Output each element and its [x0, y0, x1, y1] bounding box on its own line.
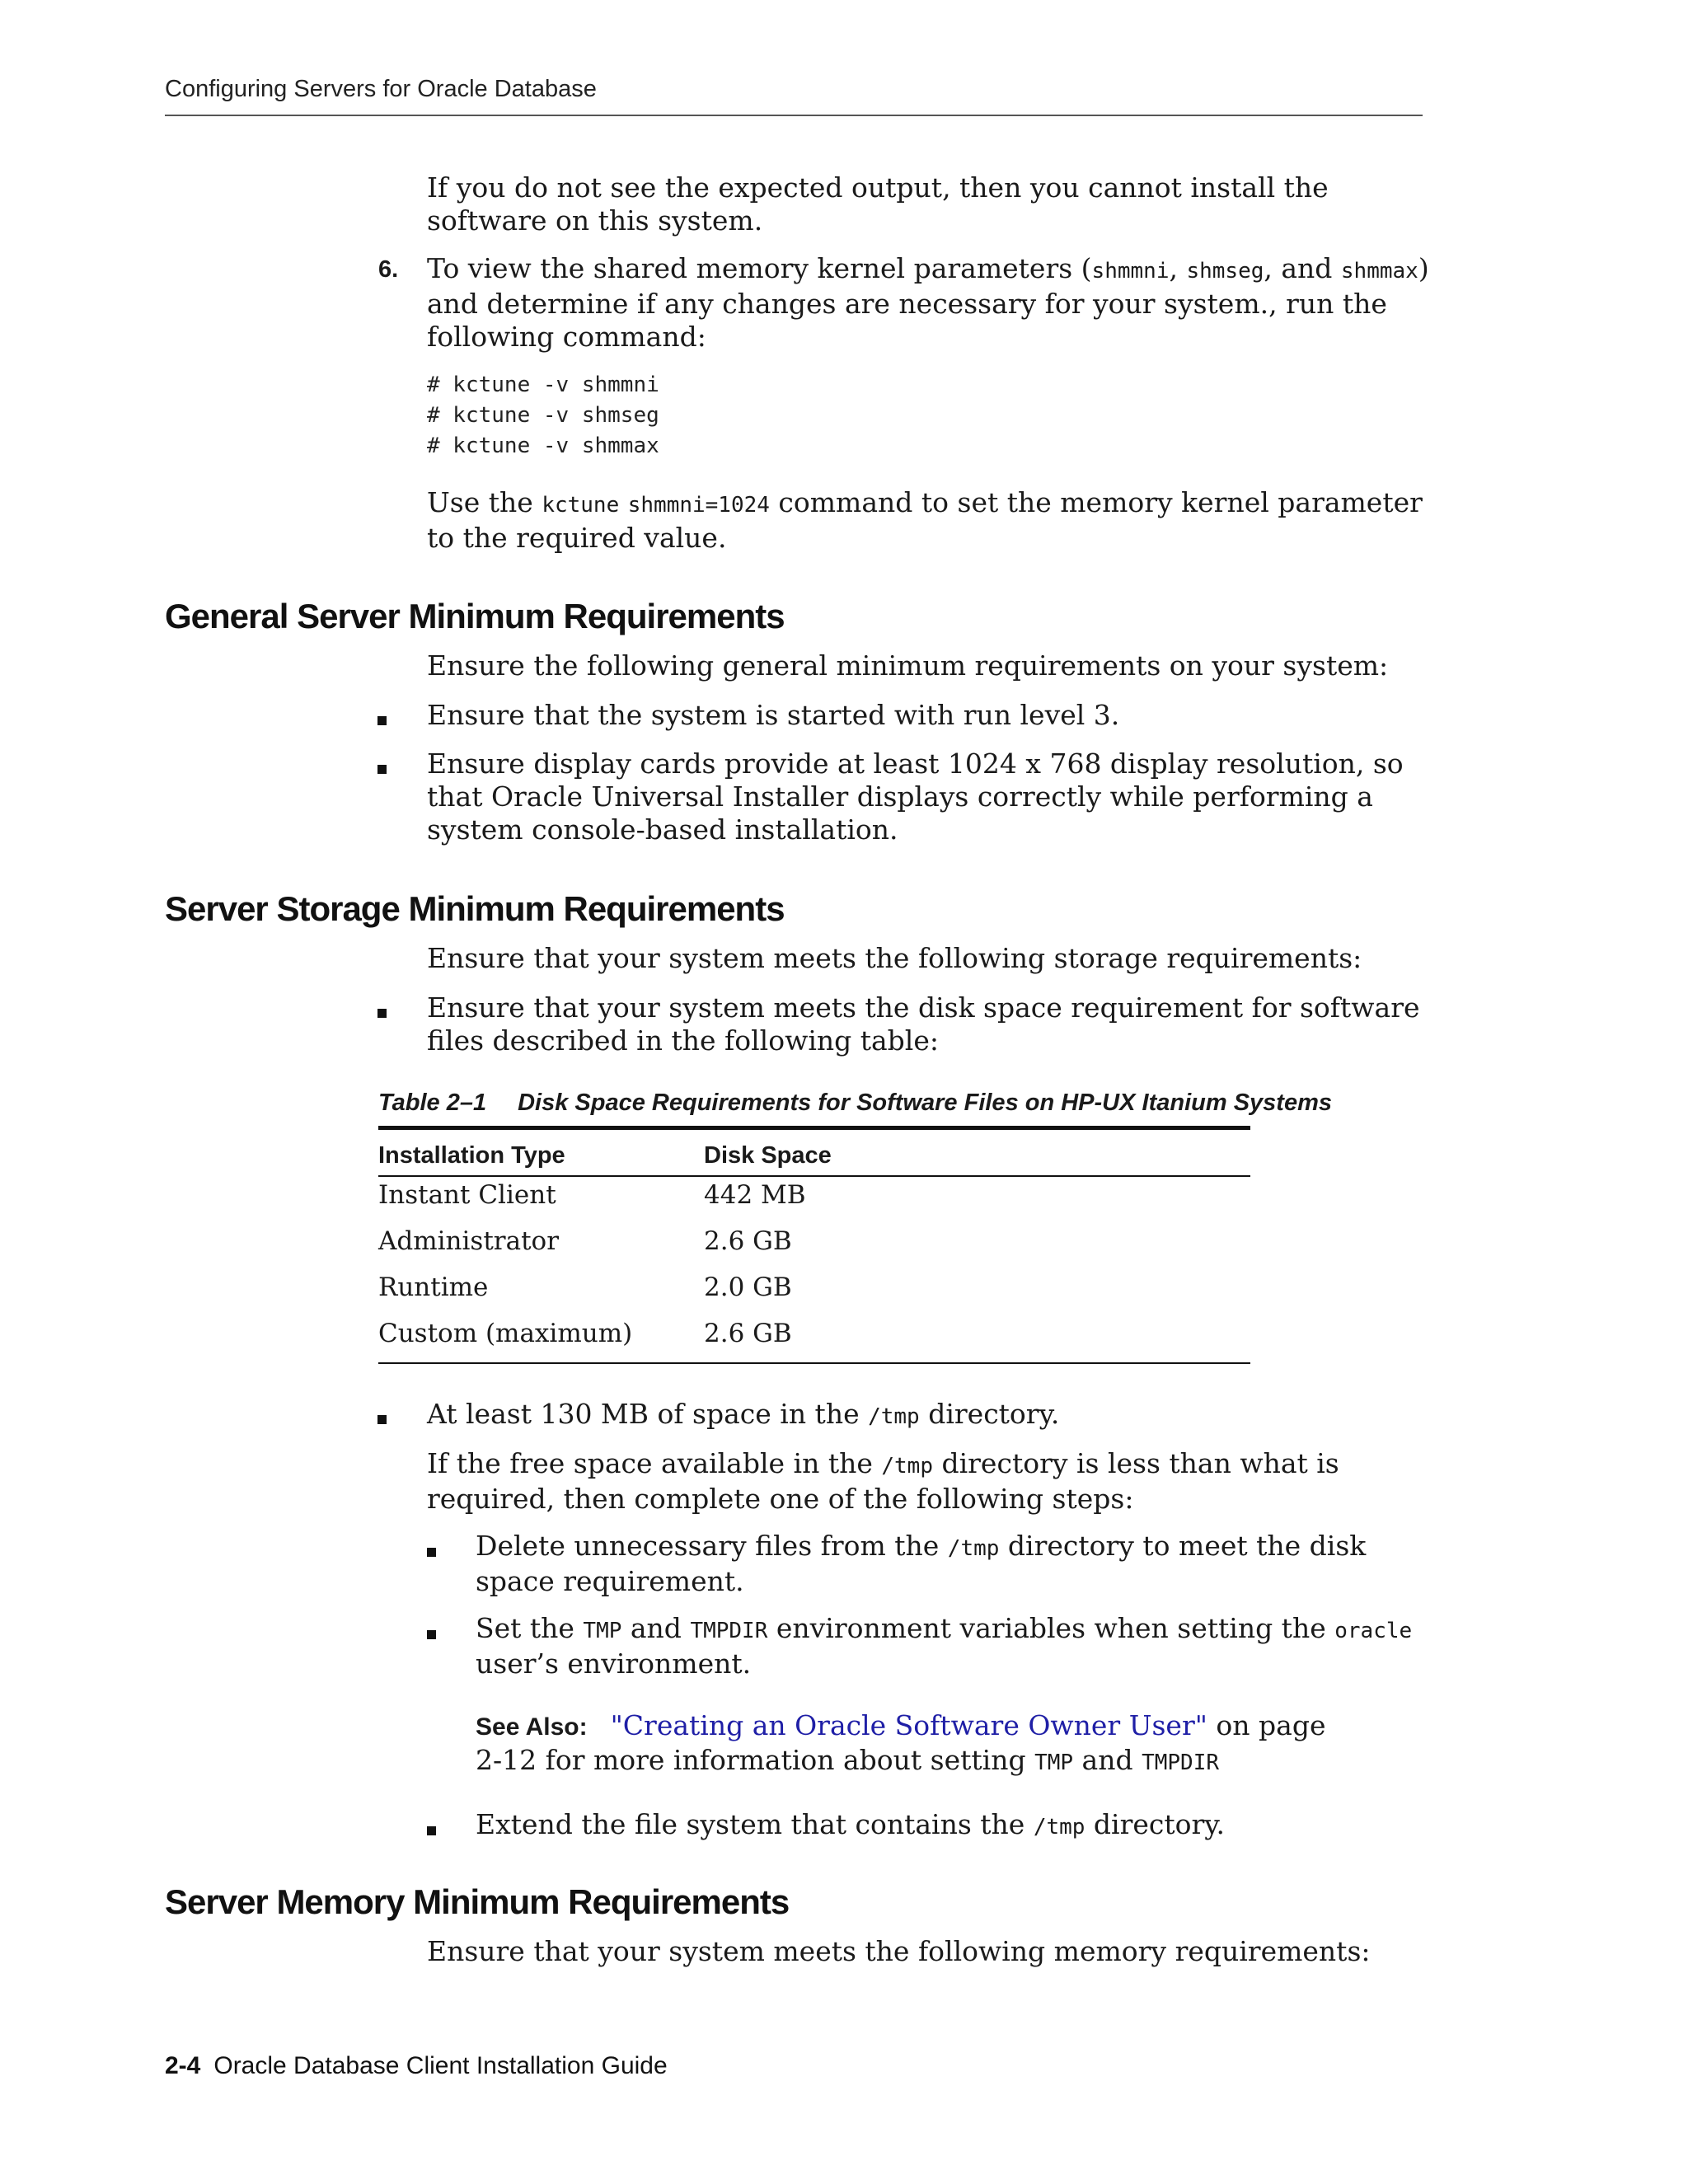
- table-header-installation-type: Installation Type: [378, 1142, 565, 1169]
- table-cell-space: 2.6 GB: [704, 1319, 792, 1348]
- storage-bullet-disk-space: Ensure that your system meets the disk space requirement for software files described in the following table:: [427, 991, 1420, 1057]
- book-title: Oracle Database Client Installation Guide: [213, 2052, 668, 2079]
- page-number: 2-4: [165, 2052, 201, 2079]
- code-line: # kctune -v shmseg: [427, 403, 659, 428]
- general-requirements-heading: General Server Minimum Requirements: [165, 597, 785, 635]
- bullet-icon: [427, 1630, 436, 1639]
- bullet-icon: [427, 1548, 436, 1557]
- table-cell-type: Administrator: [378, 1226, 560, 1256]
- tmp-space-bullet: At least 130 MB of space in the /tmp directory.: [427, 1398, 1060, 1430]
- header-rule: [165, 115, 1423, 116]
- bullet-icon: [377, 765, 387, 774]
- table-cell-type: Custom (maximum): [378, 1319, 633, 1348]
- step-6-text: To view the shared memory kernel parameters (shmmni, shmseg, and shmmax) and determine if any changes are necessary for your system., run the following command:: [427, 252, 1429, 353]
- step-number: 6.: [378, 256, 399, 283]
- code-line: # kctune -v shmmax: [427, 434, 659, 458]
- table-header-rule: [378, 1175, 1250, 1177]
- table-top-rule: [378, 1126, 1250, 1130]
- bullet-icon: [377, 716, 387, 725]
- kctune-code-block: [427, 370, 659, 462]
- table-cell-space: 2.6 GB: [704, 1226, 792, 1256]
- general-bullet-run-level: Ensure that the system is started with run level 3.: [427, 699, 1120, 731]
- expected-output-paragraph: If you do not see the expected output, then you cannot install the software on this system.: [427, 171, 1329, 237]
- table-cell-type: Instant Client: [378, 1180, 556, 1210]
- table-cell-space: 442 MB: [704, 1180, 806, 1210]
- memory-intro: Ensure that your system meets the following memory requirements:: [427, 1935, 1371, 1967]
- general-intro: Ensure the following general minimum requirements on your system:: [427, 649, 1389, 682]
- free-space-paragraph: If the free space available in the /tmp directory is less than what is required, then complete one of the following steps:: [427, 1447, 1339, 1515]
- bullet-icon: [427, 1826, 436, 1835]
- page-footer: [165, 2052, 668, 2080]
- extend-filesystem-bullet: Extend the file system that contains the /tmp directory.: [476, 1808, 1226, 1840]
- owner-user-link[interactable]: "Creating an Oracle Software Owner User": [610, 1709, 1207, 1741]
- running-header: Configuring Servers for Oracle Database: [165, 76, 597, 102]
- code-line: # kctune -v shmmni: [427, 373, 659, 397]
- memory-requirements-heading: Server Memory Minimum Requirements: [165, 1882, 790, 1921]
- table-bottom-rule: [378, 1362, 1250, 1364]
- bullet-icon: [377, 1009, 387, 1018]
- delete-files-bullet: Delete unnecessary files from the /tmp directory to meet the disk space requirement.: [476, 1530, 1367, 1597]
- set-env-bullet: Set the TMP and TMPDIR environment variables when setting the oracle user’s environment.: [476, 1612, 1413, 1680]
- bullet-icon: [377, 1415, 387, 1424]
- table-caption: Table 2–1 Disk Space Requirements for Software Files on HP-UX Itanium Systems: [378, 1090, 1332, 1116]
- table-header-disk-space: Disk Space: [704, 1142, 832, 1169]
- storage-requirements-heading: Server Storage Minimum Requirements: [165, 889, 785, 928]
- kctune-usage-paragraph: Use the kctune shmmni=1024 command to set the memory kernel parameter to the required value.: [427, 486, 1423, 554]
- general-bullet-display: Ensure display cards provide at least 1024 x 768 display resolution, so that Oracle Universal Installer displays correctly while performing a system console-based installation.: [427, 748, 1404, 846]
- table-cell-space: 2.0 GB: [704, 1272, 792, 1302]
- see-also-note: See Also: "Creating an Oracle Software Owner User" on page 2-12 for more information about setting TMP and TMPDIR: [476, 1709, 1326, 1776]
- see-also-label: See Also:: [476, 1713, 588, 1741]
- storage-intro: Ensure that your system meets the following storage requirements:: [427, 942, 1362, 974]
- table-cell-type: Runtime: [378, 1272, 489, 1302]
